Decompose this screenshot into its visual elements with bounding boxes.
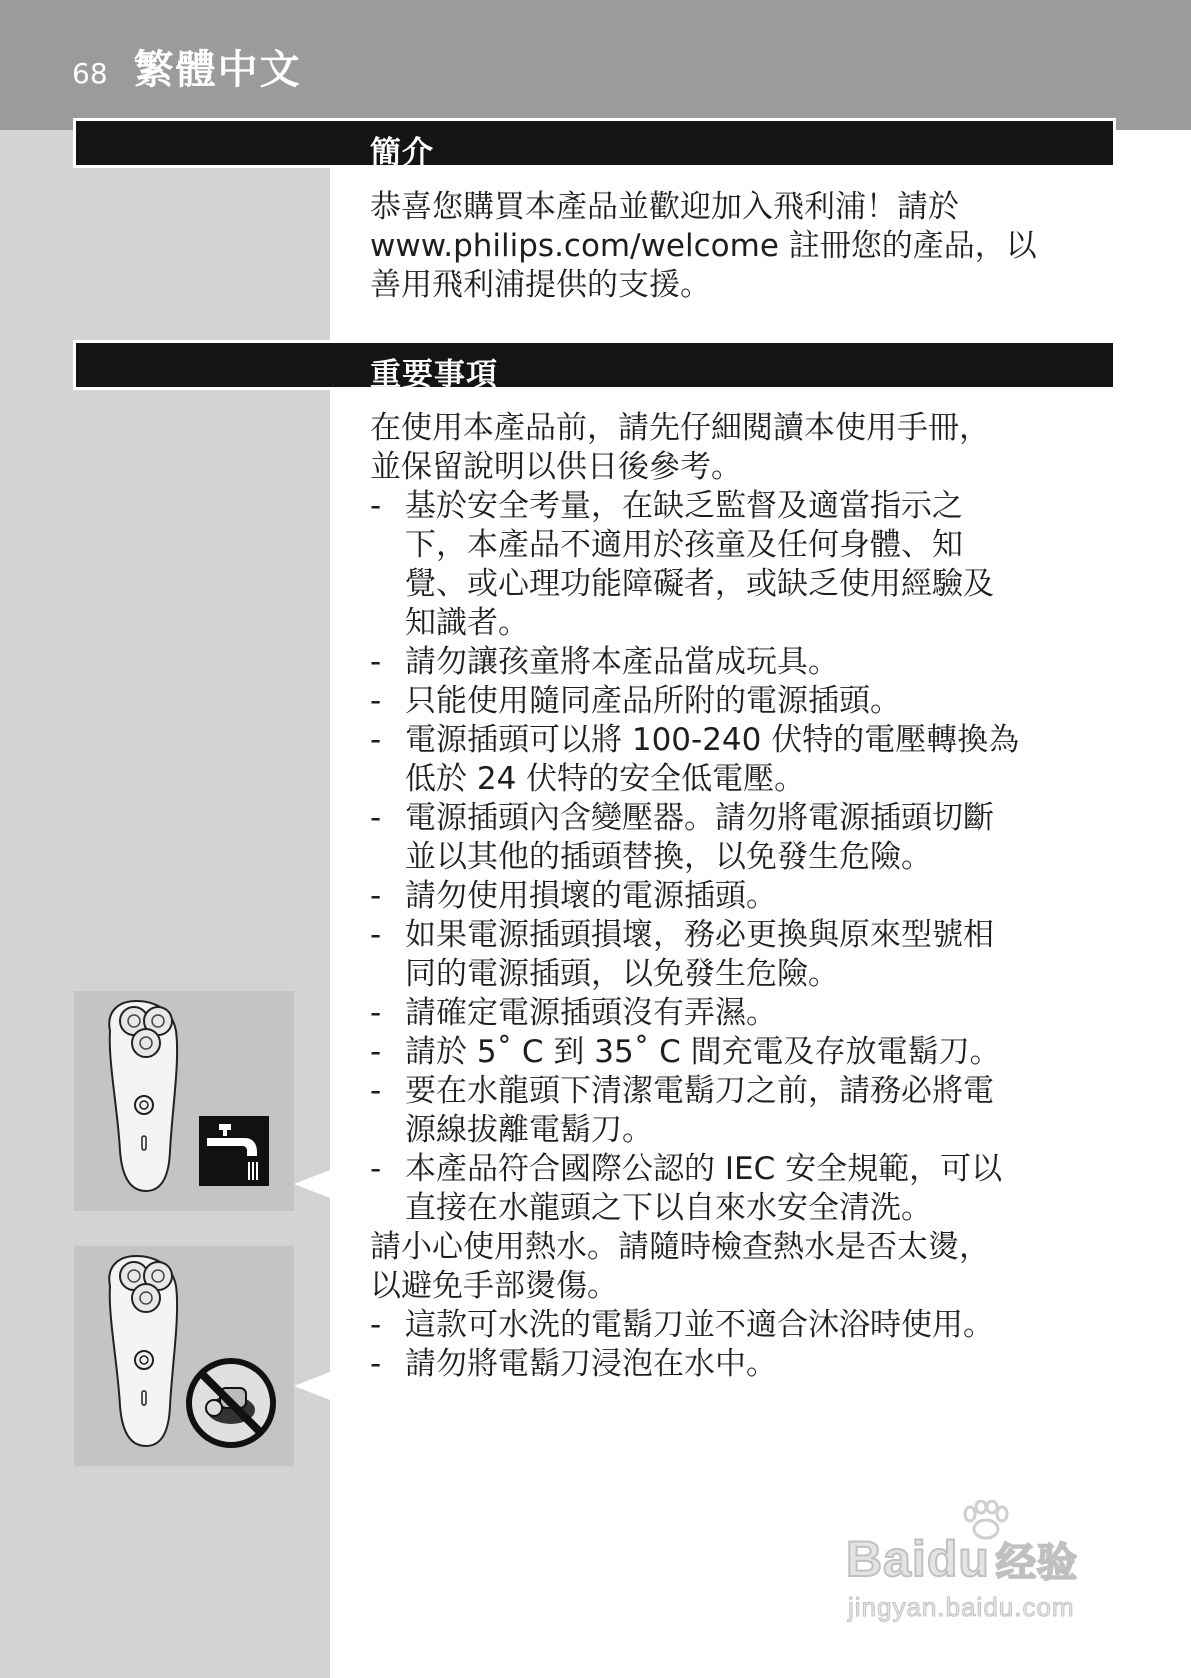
- intro-line: 善用飛利浦提供的支援。: [370, 267, 711, 303]
- list-item-text: 如果電源插頭損壞，務必更換與原來型號相: [405, 917, 994, 953]
- list-item-text: 要在水龍頭下清潔電鬍刀之前，請務必將電: [405, 1073, 994, 1109]
- list-item-text: 請勿使用損壞的電源插頭。: [405, 878, 777, 914]
- list-item: [370, 682, 1100, 721]
- intro-line: 恭喜您購買本產品並歡迎加入飛利浦！請於: [370, 189, 959, 225]
- list-item: [370, 994, 1100, 1033]
- hot-water-note-line: 請小心使用熱水。請隨時檢查熱水是否太燙，: [370, 1229, 990, 1265]
- list-item-text: 請勿讓孩童將本產品當成玩具。: [405, 644, 839, 680]
- list-item-text: 只能使用隨同產品所附的電源插頭。: [405, 683, 901, 719]
- section-heading-bar-intro: [73, 118, 1116, 171]
- section-title-intro: 簡介: [370, 135, 434, 171]
- illustration-no-bath: [74, 1246, 294, 1466]
- important-intro-line: 並保留說明以供日後參考。: [370, 449, 742, 485]
- list-item-text: 請於 5˚ C 到 35˚ C 間充電及存放電鬍刀。: [405, 1034, 1001, 1070]
- intro-paragraph: [370, 188, 1100, 305]
- list-item-text: 基於安全考量，在缺乏監督及適當指示之: [405, 488, 963, 524]
- list-item-text: 同的電源插頭，以免發生危險。: [405, 956, 839, 992]
- callout-pointer: [294, 1170, 330, 1198]
- list-item-text: 請勿將電鬍刀浸泡在水中。: [405, 1346, 777, 1382]
- list-item-text: 低於 24 伏特的安全低電壓。: [405, 761, 806, 797]
- list-dash: -: [370, 644, 382, 680]
- list-dash: -: [370, 488, 382, 524]
- list-item-text: 電源插頭內含變壓器。請勿將電源插頭切斷: [405, 800, 994, 836]
- list-dash: -: [370, 1346, 382, 1382]
- intro-line: www.philips.com/welcome 註冊您的產品，以: [370, 228, 1037, 264]
- list-item-text: 這款可水洗的電鬍刀並不適合沐浴時使用。: [405, 1307, 994, 1343]
- baidu-watermark: [840, 1500, 1130, 1640]
- list-item-text: 知識者。: [405, 605, 529, 641]
- illustration-rinse-under-tap: [74, 991, 294, 1211]
- list-dash: -: [370, 800, 382, 836]
- language-title: 繁體中文: [133, 47, 302, 93]
- list-item-text: 覺、或心理功能障礙者，或缺乏使用經驗及: [405, 566, 994, 602]
- list-dash: -: [370, 1307, 382, 1343]
- list-item: [370, 1345, 1100, 1384]
- page-number: 68: [72, 57, 108, 90]
- list-item: [370, 1033, 1100, 1072]
- watermark-cn: 经验: [995, 1541, 1078, 1585]
- list-item: [370, 1072, 1100, 1150]
- watermark-url: jingyan.baidu.com: [848, 1592, 1075, 1622]
- list-item: [370, 721, 1100, 799]
- faucet-icon: [199, 1116, 269, 1186]
- warning-list-2: [370, 1306, 1100, 1384]
- list-item-text: 電源插頭可以將 100-240 伏特的電壓轉換為: [405, 722, 1020, 758]
- watermark-brand: Bai: [846, 1531, 927, 1587]
- list-item: [370, 1150, 1100, 1228]
- list-dash: -: [370, 878, 382, 914]
- important-content: [370, 409, 1100, 1384]
- list-item: [370, 799, 1100, 877]
- watermark-brand-2: du: [926, 1531, 990, 1587]
- page-header: [72, 38, 302, 95]
- list-dash: -: [370, 683, 382, 719]
- list-item: [370, 916, 1100, 994]
- warning-list: [370, 487, 1100, 1228]
- list-item-text: 直接在水龍頭之下以自來水安全清洗。: [405, 1190, 932, 1226]
- callout-pointer: [294, 1372, 330, 1400]
- list-dash: -: [370, 1073, 382, 1109]
- list-item-text: 本產品符合國際公認的 IEC 安全規範，可以: [405, 1151, 1003, 1187]
- list-item: [370, 877, 1100, 916]
- list-dash: -: [370, 917, 382, 953]
- list-dash: -: [370, 1034, 382, 1070]
- list-item: [370, 487, 1100, 643]
- list-dash: -: [370, 995, 382, 1031]
- list-item-text: 並以其他的插頭替換，以免發生危險。: [405, 839, 932, 875]
- list-item: [370, 1306, 1100, 1345]
- list-item: [370, 643, 1100, 682]
- important-intro-line: 在使用本產品前，請先仔細閱讀本使用手冊，: [370, 410, 990, 446]
- list-item-text: 源線拔離電鬍刀。: [405, 1112, 653, 1148]
- section-heading-bar-important: [73, 340, 1116, 393]
- list-item-text: 下，本產品不適用於孩童及任何身體、知: [405, 527, 963, 563]
- list-dash: -: [370, 722, 382, 758]
- list-dash: -: [370, 1151, 382, 1187]
- no-bath-icon: [186, 1358, 276, 1448]
- hot-water-note-line: 以避免手部燙傷。: [370, 1268, 618, 1304]
- section-title-important: 重要事項: [370, 357, 498, 393]
- list-item-text: 請確定電源插頭沒有弄濕。: [405, 995, 777, 1031]
